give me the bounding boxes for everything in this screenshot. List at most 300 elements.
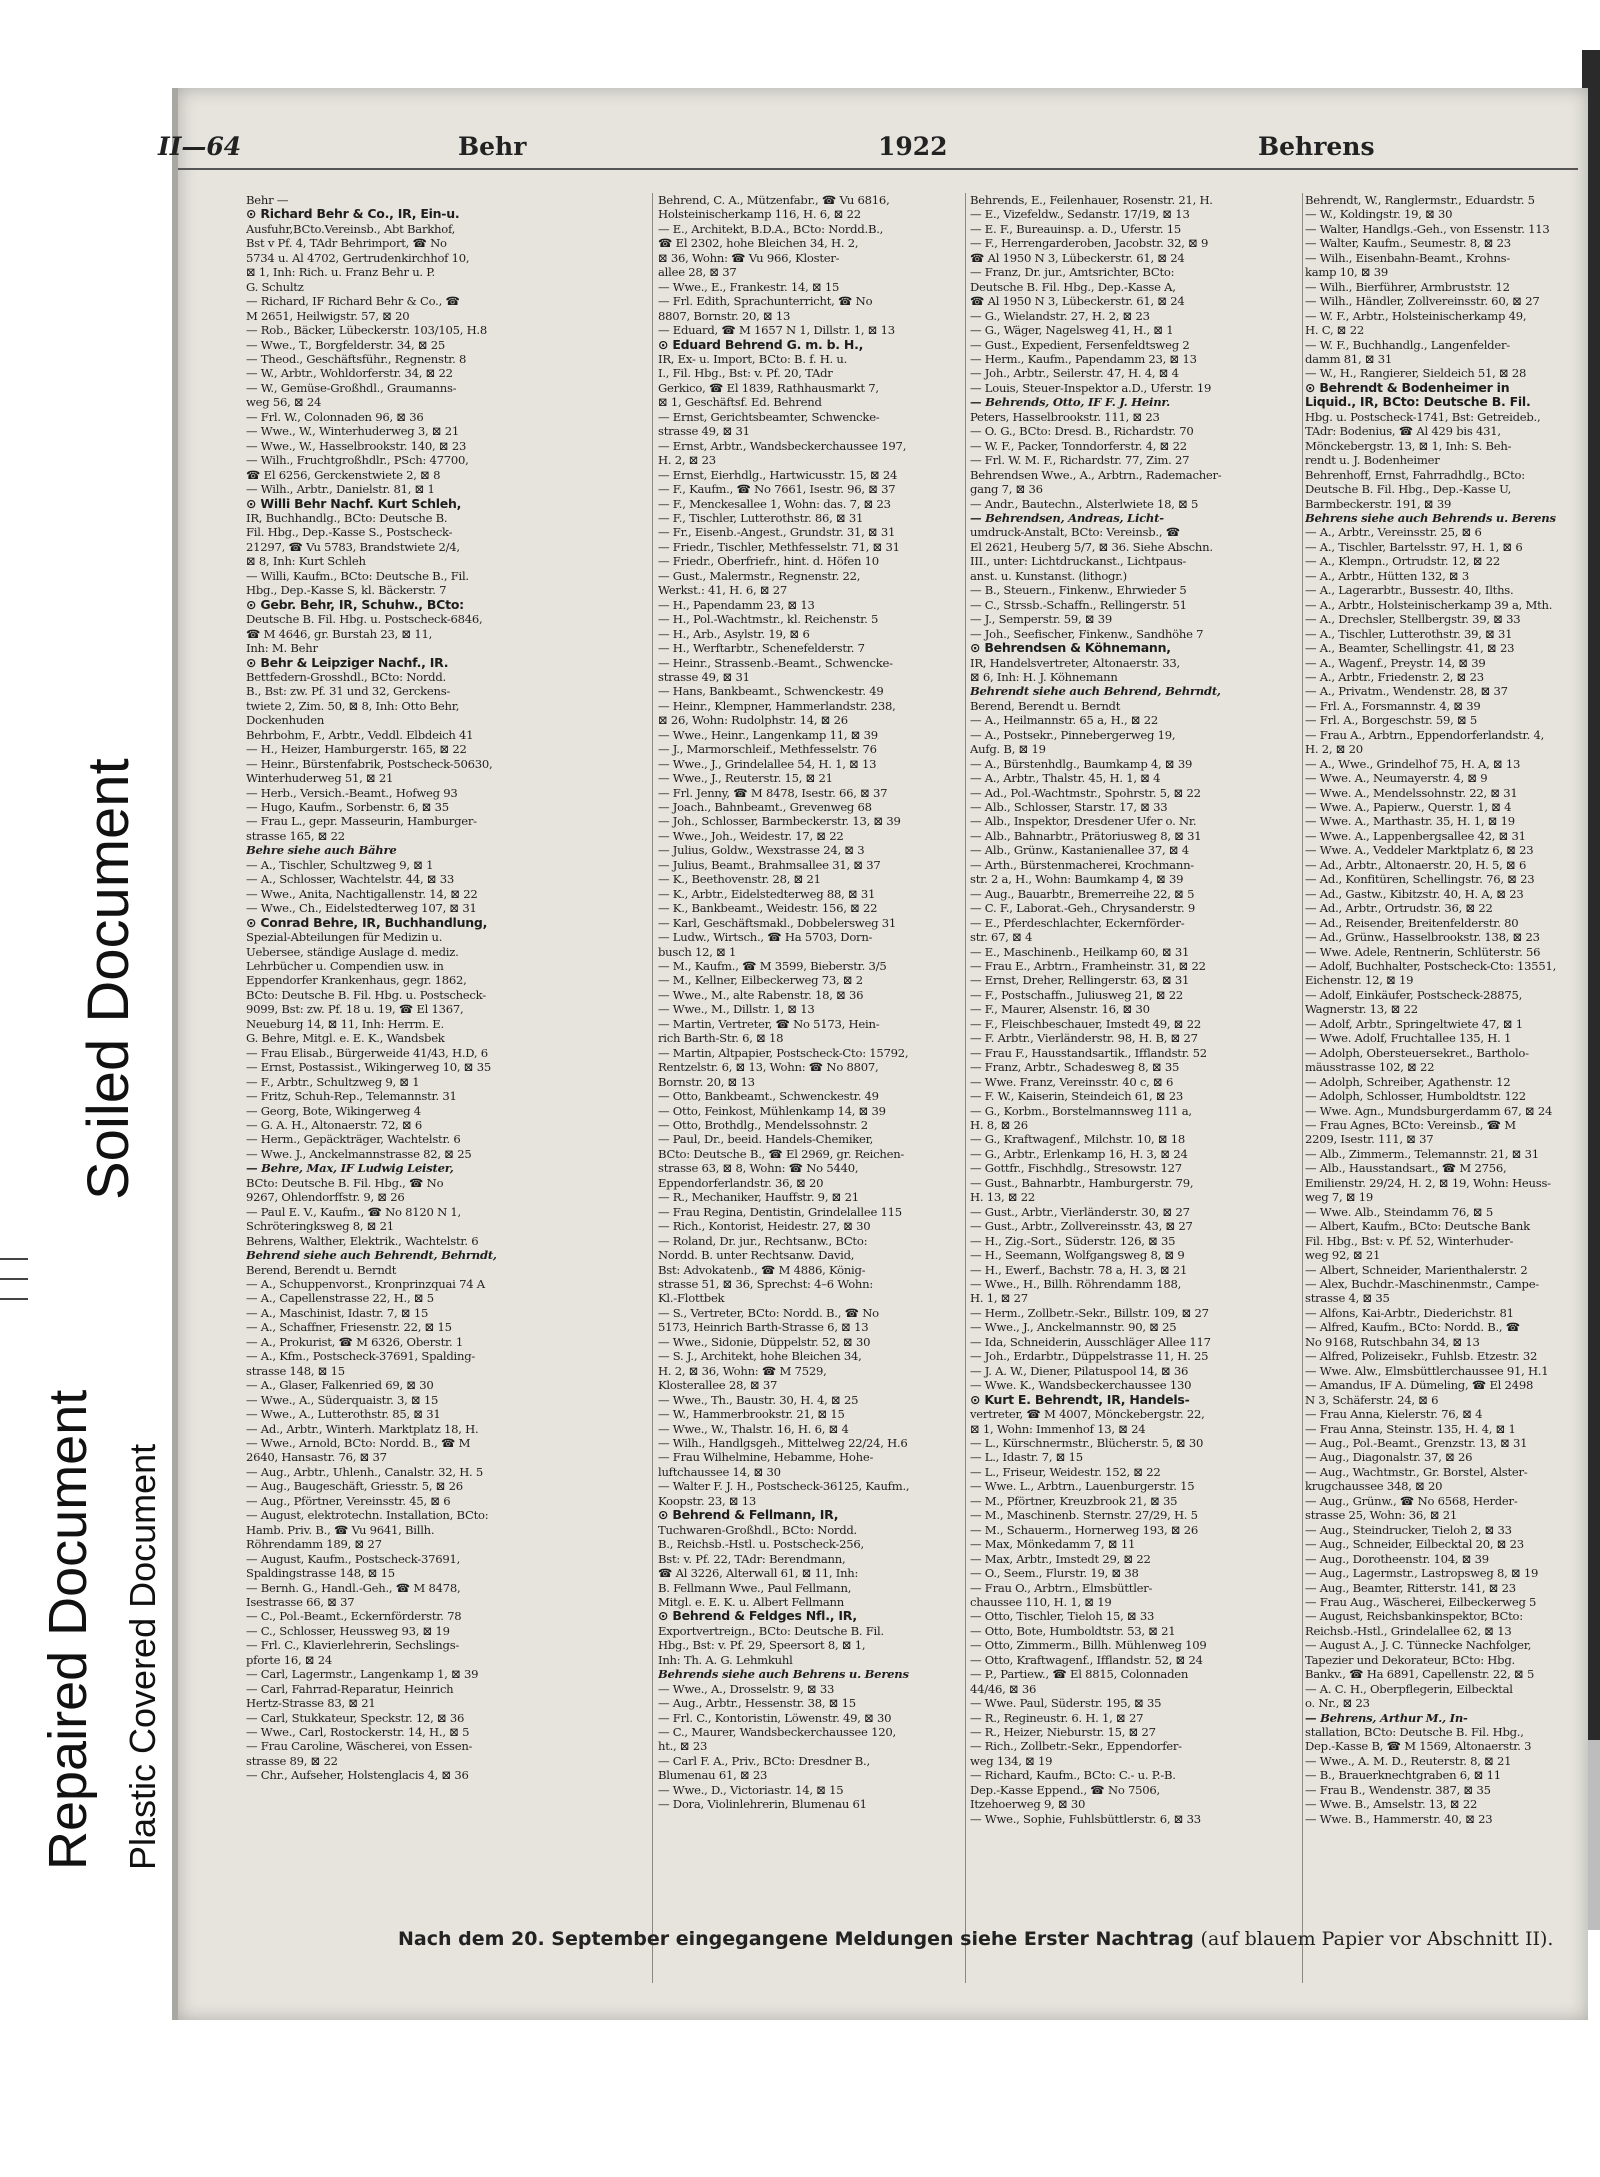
directory-entry-line: — Wilh., Eisenbahn-Beamt., Krohns- (1305, 250, 1511, 265)
directory-entry-line: — Richard, IF Richard Behr & Co., ☎ (246, 294, 460, 309)
directory-entry-line: IR, Buchhandlg., BCto: Deutsche B. (246, 510, 448, 525)
directory-entry-line: — Hans, Bankbeamt., Schwenckestr. 49 (658, 684, 884, 699)
directory-entry-line: Behrendt, W., Ranglermstr., Eduardstr. 5 (1305, 193, 1535, 207)
directory-entry-line: — Wilh., Händler, Zollvereinsstr. 60, ⊠ 27 (1305, 294, 1540, 309)
directory-entry-line: Dockenhuden (246, 713, 325, 728)
directory-entry-line: — Frl. Jenny, ☎ M 8478, Isestr. 66, ⊠ 37 (658, 785, 888, 800)
directory-entry-line: — W., Gemüse-Großhdl., Graumanns- (246, 380, 457, 395)
directory-entry-line: Deutsche B. Fil. Hbg., Dep.-Kasse A, (970, 279, 1176, 294)
directory-entry-line: — Heinr., Strassenb.-Beamt., Schwencke- (658, 655, 893, 670)
directory-entry-line: Holsteinischerkamp 116, H. 6, ⊠ 22 (658, 207, 861, 222)
page-header (158, 132, 1598, 172)
directory-entry-line: — Wwe., J., Grindelallee 54, H. 1, ⊠ 13 (658, 756, 877, 771)
directory-entry-line: — Ad., Grünw., Hasselbrookstr. 138, ⊠ 23 (1305, 930, 1540, 945)
directory-entry-line: — G. A. H., Altonaerstr. 72, ⊠ 6 (246, 1118, 423, 1132)
directory-entry-line: — G., Kraftwagenf., Milchstr. 10, ⊠ 18 (970, 1132, 1186, 1147)
directory-column-4 (1305, 193, 1600, 1983)
directory-entry-line: — Wwe. Alb., Steindamm 76, ⊠ 5 (1305, 1204, 1493, 1219)
directory-entry-line: — Martin, Altpapier, Postscheck-Cto: 15792, (658, 1045, 909, 1060)
directory-entry-line: — A., Kfm., Postscheck-37691, Spalding- (246, 1349, 476, 1364)
directory-entry-line: — Wwe., A., Süderquaistr. 3, ⊠ 15 (246, 1392, 439, 1407)
directory-entry-line: — F., Arbtr., Schultzweg 9, ⊠ 1 (246, 1074, 420, 1089)
directory-entry-line: allee 28, ⊠ 37 (658, 265, 737, 280)
directory-entry-line: twiete 2, Zim. 50, ⊠ 8, Inh: Otto Behr, (246, 698, 460, 713)
directory-entry-line: — A., Glaser, Falkenried 69, ⊠ 30 (246, 1378, 434, 1393)
directory-entry-line: — E., Architekt, B.D.A., BCto: Nordd.B., (658, 221, 884, 236)
directory-entry-line: Fil. Hbg., Bst: v. Pf. 52, Winterhuder- (1305, 1233, 1514, 1248)
directory-entry-line: Nordd. B. unter Rechtsanw. David, (658, 1248, 855, 1263)
directory-entry-line: Inh: Th. A. G. Lehmkuhl (658, 1652, 793, 1667)
directory-entry-line: — Franz, Arbtr., Schadesweg 8, ⊠ 35 (970, 1060, 1180, 1075)
directory-entry-line: weg 7, ⊠ 19 (1305, 1190, 1374, 1205)
directory-entry-line: — Martin, Vertreter, ☎ No 5173, Hein- (658, 1016, 880, 1031)
directory-entry-line: — Wwe. A., Veddeler Marktplatz 6, ⊠ 23 (1305, 843, 1534, 858)
directory-entry-line: — A., Bürstenhdlg., Baumkamp 4, ⊠ 39 (970, 756, 1193, 771)
directory-entry-line: — Wwe. A., Mendelssohnstr. 22, ⊠ 31 (1305, 785, 1518, 800)
directory-entry-line: El 2621, Heuberg 5/7, ⊠ 36. Siehe Abschn. (970, 539, 1213, 554)
directory-entry-line: ⊠ 36, Wohn: ☎ Vu 966, Kloster- (658, 250, 840, 265)
directory-entry-line: — Georg, Bote, Wikingerweg 4 (246, 1103, 421, 1118)
directory-entry-line: ⊠ 1, Inh: Rich. u. Franz Behr u. P. (246, 265, 435, 280)
directory-entry-line: — Max, Mönkedamm 7, ⊠ 11 (970, 1537, 1136, 1552)
directory-entry-line: — A., Schlosser, Wachtelstr. 44, ⊠ 33 (246, 872, 454, 887)
directory-entry-line: — Wwe., Ch., Eidelstedterweg 107, ⊠ 31 (246, 901, 477, 916)
directory-entry-line: — Arth., Bürstenmacherei, Krochmann- (970, 857, 1194, 872)
directory-entry-line: — Carl, Lagermstr., Langenkamp 1, ⊠ 39 (246, 1667, 479, 1682)
directory-entry-line: Aufg. B, ⊠ 19 (970, 742, 1046, 757)
directory-entry-line: — F. W., Kaiserin, Steindeich 61, ⊠ 23 (970, 1089, 1184, 1104)
directory-entry-line: — Aug., Dorotheenstr. 104, ⊠ 39 (1305, 1551, 1489, 1566)
directory-entry-line: ☎ M 4646, gr. Burstah 23, ⊠ 11, (246, 626, 433, 641)
directory-entry-line: Behr — (246, 193, 289, 207)
directory-entry-line: — Wwe. B., Hammerstr. 40, ⊠ 23 (1305, 1811, 1493, 1826)
directory-entry-line: — Max, Arbtr., Imstedt 29, ⊠ 22 (970, 1551, 1151, 1566)
directory-entry-line: — Gust., Bahnarbtr., Hamburgerstr. 79, (970, 1175, 1194, 1190)
directory-entry-line: — F., Maurer, Alsenstr. 16, ⊠ 30 (970, 1002, 1150, 1017)
directory-entry-line: — A., Beamter, Schellingstr. 41, ⊠ 23 (1305, 641, 1515, 656)
directory-entry-line: — Andr., Bautechn., Alsterlwiete 18, ⊠ 5 (970, 496, 1199, 511)
directory-entry-line: Itzehoerweg 9, ⊠ 30 (970, 1797, 1086, 1812)
directory-entry-line: strasse 165, ⊠ 22 (246, 828, 345, 843)
directory-entry-line: — Alb., Schlosser, Starstr. 17, ⊠ 33 (970, 800, 1168, 815)
directory-entry-line: — F., Fleischbeschauer, Imstedt 49, ⊠ 22 (970, 1016, 1201, 1031)
directory-entry-line: — Aug., Bauarbtr., Bremerreihe 22, ⊠ 5 (970, 886, 1195, 901)
directory-entry-line: — Ernst, Eierhdlg., Hartwicusstr. 15, ⊠ 24 (658, 467, 898, 482)
directory-entry-line: — August, Kaufm., Postscheck-37691, (246, 1551, 461, 1566)
directory-column-1 (246, 193, 546, 1983)
directory-entry-line: — Richard, Kaufm., BCto: C.- u. P.-B. (970, 1768, 1176, 1783)
directory-entry-line: — Wwe. Adolf, Fruchtallee 135, H. 1 (1305, 1031, 1512, 1046)
directory-entry-line: — Friedr., Oberfriefr., hint. d. Höfen 10 (658, 554, 879, 569)
directory-entry-line: ⊠ 1, Wohn: Immenhof 13, ⊠ 24 (970, 1421, 1146, 1436)
directory-entry-line: — K., Bankbeamt., Weidestr. 156, ⊠ 22 (658, 901, 878, 916)
directory-entry-line: kamp 10, ⊠ 39 (1305, 265, 1389, 280)
directory-entry-line: — Joh., Seefischer, Finkenw., Sandhöhe 7 (970, 626, 1204, 641)
directory-entry-line: — Aug., Baugeschäft, Griesstr. 5, ⊠ 26 (246, 1479, 463, 1494)
label-repaired-document: Repaired Document (38, 1389, 98, 1870)
directory-entry-line: — Wwe., W., Winterhuderweg 3, ⊠ 21 (246, 424, 459, 439)
directory-entry-line: 8807, Bornstr. 20, ⊠ 13 (658, 308, 791, 323)
directory-entry-line: — W., Hammerbrookstr. 21, ⊠ 15 (658, 1407, 845, 1422)
directory-entry-line: — August, elektrotechn. Installation, BCto: (246, 1508, 489, 1523)
directory-entry-line: — E., Pferdeschlachter, Eckernförder- (970, 915, 1185, 930)
directory-entry-line: — S., Vertreter, BCto: Nordd. B., ☎ No (658, 1305, 879, 1320)
directory-entry-line: H. 2, ⊠ 23 (658, 453, 716, 468)
directory-entry-line: Liquid., IR, BCto: Deutsche B. Fil. (1305, 395, 1531, 410)
directory-entry-line: — Behrends, Otto, IF F. J. Heinr. (970, 395, 1170, 410)
directory-entry-line: — Otto, Feinkost, Mühlenkamp 14, ⊠ 39 (658, 1103, 886, 1118)
directory-entry-line: — A., Privatm., Wendenstr. 28, ⊠ 37 (1305, 684, 1508, 699)
directory-entry-line: — Adolph, Schreiber, Agathenstr. 12 (1305, 1074, 1511, 1089)
directory-entry-line: — Aug., Grünw., ☎ No 6568, Herder- (1305, 1493, 1518, 1508)
directory-entry-line: Eppendorfer Krankenhaus, gegr. 1862, (246, 973, 467, 988)
directory-entry-line: BCto: Deutsche B. Fil. Hbg. u. Postscheck- (246, 987, 486, 1002)
directory-entry-line: Fil. Hbg., Dep.-Kasse S., Postscheck- (246, 525, 453, 540)
directory-entry-line: ⊙ Kurt E. Behrendt, IR, Handels- (970, 1392, 1190, 1407)
directory-entry-line: — Wwe., M., Dillstr. 1, ⊠ 13 (658, 1002, 815, 1017)
directory-entry-line: — Eduard, ☎ M 1657 N 1, Dillstr. 1, ⊠ 13 (658, 323, 895, 338)
directory-entry-line: G. Schultz (246, 279, 304, 294)
directory-entry-line: — Amandus, IF A. Dümeling, ☎ El 2498 (1305, 1378, 1534, 1393)
directory-entry-line: Behrends siehe auch Behrens u. Berens (658, 1667, 909, 1682)
directory-entry-line: — W. F., Packer, Tonndorferstr. 4, ⊠ 22 (970, 438, 1187, 453)
directory-entry-line: — H., Seemann, Wolfgangsweg 8, ⊠ 9 (970, 1248, 1185, 1263)
directory-entry-line: Bankv., ☎ Ha 6891, Capellenstr. 22, ⊠ 5 (1305, 1667, 1535, 1682)
directory-entry-line: Ausfuhr,BCto.Vereinsb., Abt Barkhof, (246, 221, 456, 236)
directory-entry-line: — Herm., Gepäckträger, Wachtelstr. 6 (246, 1132, 461, 1147)
directory-entry-line: Hertz-Strasse 83, ⊠ 21 (246, 1696, 376, 1711)
directory-entry-line: ☎ El 2302, hohe Bleichen 34, H. 2, (658, 236, 859, 251)
directory-entry-line: — Otto, Tischler, Tieloh 15, ⊠ 33 (970, 1609, 1155, 1624)
directory-entry-line: — Wwe., M., alte Rabenstr. 18, ⊠ 36 (658, 987, 864, 1002)
directory-entry-line: Dep.-Kasse Eppend., ☎ No 7506, (970, 1782, 1160, 1797)
directory-entry-line: — Walter, Handlgs.-Geh., von Essenstr. 113 (1305, 221, 1550, 236)
directory-entry-line: Eichenstr. 12, ⊠ 19 (1305, 973, 1414, 988)
directory-entry-line: — A., Heilmannstr. 65 a, H., ⊠ 22 (970, 713, 1158, 728)
directory-entry-line: — Wwe. K., Wandsbeckerchaussee 130 (970, 1378, 1192, 1393)
directory-entry-line: — Alex, Buchdr.-Maschinenmstr., Campe- (1305, 1276, 1539, 1291)
label-soiled-document: Soiled Document (76, 758, 141, 1200)
directory-entry-line: — Wwe., H., Billh. Röhrendamm 188, (970, 1276, 1182, 1291)
directory-entry-line: M 2651, Heilwigstr. 57, ⊠ 20 (246, 308, 410, 323)
directory-entry-line: B., Bst: zw. Pf. 31 und 32, Gerckens- (246, 684, 451, 699)
directory-entry-line: — Theod., Geschäftsführ., Regnenstr. 8 (246, 351, 467, 366)
directory-entry-line: — E., Maschinenb., Heilkamp 60, ⊠ 31 (970, 944, 1190, 959)
directory-entry-line: — Wwe., Joh., Weidestr. 17, ⊠ 22 (658, 828, 844, 843)
directory-entry-line: umdruck-Anstalt, BCto: Vereinsb., ☎ (970, 525, 1180, 540)
directory-entry-line: — Frl. W. M. F., Richardstr. 77, Zim. 27 (970, 453, 1190, 468)
directory-entry-line: — Hugo, Kaufm., Sorbenstr. 6, ⊠ 35 (246, 800, 449, 815)
directory-entry-line: — C. F., Laborat.-Geh., Chrysanderstr. 9 (970, 901, 1195, 916)
directory-entry-line: — Frau F., Hausstandsartik., Ifflandstr. 52 (970, 1045, 1207, 1060)
directory-entry-line: 21297, ☎ Vu 5783, Brandstwiete 2/4, (246, 539, 460, 554)
directory-entry-line: — Frau Agnes, BCto: Vereinsb., ☎ M (1305, 1118, 1516, 1132)
directory-entry-line: — H., Zig.-Sort., Süderstr. 126, ⊠ 35 (970, 1233, 1176, 1248)
directory-entry-line: — Rich., Zollbetr.-Sekr., Eppendorfer- (970, 1739, 1182, 1754)
directory-entry-line: — Ludw., Wirtsch., ☎ Ha 5703, Dorn- (658, 930, 873, 945)
directory-entry-line: TAdr: Bodenius, ☎ Al 429 bis 431, (1305, 424, 1501, 439)
directory-entry-line: strasse 49, ⊠ 31 (658, 424, 750, 439)
directory-entry-line: strasse 51, ⊠ 36, Sprechst: 4–6 Wohn: (658, 1276, 874, 1291)
directory-entry-line: Spaldingstrasse 148, ⊠ 15 (246, 1566, 395, 1581)
directory-entry-line: Schröteringksweg 8, ⊠ 21 (246, 1219, 394, 1234)
directory-entry-line: 9267, Ohlendorffstr. 9, ⊠ 26 (246, 1190, 405, 1205)
directory-entry-line: — Joach., Bahnbeamt., Grevenweg 68 (658, 800, 872, 815)
directory-entry-line: ⊠ 8, Inh: Kurt Schleh (246, 554, 366, 569)
directory-entry-line: — Joh., Arbtr., Seilerstr. 47, H. 4, ⊠ 4 (970, 366, 1179, 381)
directory-entry-line: strasse 4, ⊠ 35 (1305, 1291, 1390, 1306)
directory-entry-line: ⊙ Gebr. Behr, IR, Schuhw., BCto: (246, 597, 464, 612)
directory-entry-line: stallation, BCto: Deutsche B. Fil. Hbg., (1305, 1725, 1524, 1740)
directory-entry-line: — Alb., Grünw., Kastanienallee 37, ⊠ 4 (970, 843, 1189, 858)
directory-entry-line: Deutsche B. Fil. Hbg. u. Postscheck-6846, (246, 612, 483, 627)
directory-entry-line: — Wwe. L., Arbtrn., Lauenburgerstr. 15 (970, 1479, 1195, 1494)
directory-entry-line: — Behre, Max, IF Ludwig Leister, (246, 1161, 454, 1176)
directory-entry-line: — Paul, Dr., beeid. Handels-Chemiker, (658, 1132, 874, 1147)
directory-entry-line: — Ad., Pol.-Wachtmstr., Spohrstr. 5, ⊠ 22 (970, 785, 1201, 800)
directory-entry-line: — Gottfr., Fischhdlg., Stresowstr. 127 (970, 1161, 1182, 1176)
directory-entry-line: — A., Tischler, Bartelsstr. 97, H. 1, ⊠ 6 (1305, 539, 1523, 554)
directory-entry-line: Bst: v. Pf. 22, TAdr: Berendmann, (658, 1551, 846, 1566)
header-left-keyword: Behr (458, 132, 527, 161)
directory-entry-line: — Carl, Stukkateur, Speckstr. 12, ⊠ 36 (246, 1710, 465, 1725)
directory-entry-line: 5173, Heinrich Barth-Strasse 6, ⊠ 13 (658, 1320, 869, 1335)
directory-entry-line: rendt u. J. Bodenheimer (1305, 453, 1440, 468)
directory-entry-line: mäusstrasse 102, ⊠ 22 (1305, 1060, 1435, 1075)
directory-entry-line: Barmbeckerstr. 191, ⊠ 39 (1305, 496, 1452, 511)
directory-entry-line: — Bernh. G., Handl.-Geh., ☎ M 8478, (246, 1580, 461, 1595)
directory-entry-line: — P., Partiew., ☎ El 8815, Colonnaden (970, 1667, 1189, 1682)
directory-entry-line: — Frau Wilhelmine, Hebamme, Hohe- (658, 1450, 874, 1465)
directory-entry-line: H. 2, ⊠ 20 (1305, 742, 1363, 757)
directory-entry-line: Klosterallee 28, ⊠ 37 (658, 1378, 778, 1393)
header-rule (178, 168, 1578, 170)
directory-entry-line: — Walter, Kaufm., Seumestr. 8, ⊠ 23 (1305, 236, 1511, 251)
directory-entry-line: — Ida, Schneiderin, Ausschläger Allee 117 (970, 1334, 1211, 1349)
directory-entry-line: — Wilh., Handlgsgeh., Mittelweg 22/24, H.6 (658, 1435, 908, 1450)
directory-entry-line: — C., Maurer, Wandsbeckerchaussee 120, (658, 1725, 896, 1740)
directory-entry-line: Behrend, C. A., Mützenfabr., ☎ Vu 6816, (658, 193, 890, 207)
directory-entry-line: ⊙ Behrend & Feldges Nfl., IR, (658, 1609, 857, 1624)
directory-entry-line: Hbg. u. Postscheck-1741, Bst: Getreideb., (1305, 409, 1541, 424)
directory-entry-line: — Wwe., A., Lutterothstr. 85, ⊠ 31 (246, 1407, 441, 1422)
directory-entry-line: 2640, Hansastr. 76, ⊠ 37 (246, 1450, 387, 1465)
directory-entry-line: Bst: Advokatenb., ☎ M 4886, König- (658, 1262, 866, 1277)
directory-entry-line: No 9168, Rutschbahn 34, ⊠ 13 (1305, 1334, 1480, 1349)
directory-entry-line: — Ad., Gastw., Kibitzstr. 40, H. A, ⊠ 23 (1305, 886, 1524, 901)
directory-entry-line: — S. J., Architekt, hohe Bleichen 34, (658, 1349, 862, 1364)
directory-entry-line: — F., Herrengarderoben, Jacobstr. 32, ⊠ 9 (970, 236, 1209, 251)
directory-entry-line: 9099, Bst: zw. Pf. 18 u. 19, ☎ El 1367, (246, 1002, 464, 1017)
directory-entry-line: — Gust., Expedient, Fersenfeldtsweg 2 (970, 337, 1190, 352)
directory-entry-line: strasse 148, ⊠ 15 (246, 1363, 345, 1378)
directory-entry-line: — Wwe., Sidonie, Düppelstr. 52, ⊠ 30 (658, 1334, 871, 1349)
directory-entry-line: ⊠ 26, Wohn: Rudolphstr. 14, ⊠ 26 (658, 713, 848, 728)
directory-entry-line: — Albert, Kaufm., BCto: Deutsche Bank (1305, 1219, 1530, 1234)
directory-entry-line: Spezial-Abteilungen für Medizin u. (246, 930, 443, 945)
directory-entry-line: — Rich., Kontorist, Heidestr. 27, ⊠ 30 (658, 1219, 871, 1234)
directory-entry-line: — Joh., Erdarbtr., Düppelstrasse 11, H. 25 (970, 1349, 1209, 1364)
directory-entry-line: — Frl. W., Colonnaden 96, ⊠ 36 (246, 409, 424, 424)
directory-entry-line: — Ad., Arbtr., Ortrudstr. 36, ⊠ 22 (1305, 901, 1493, 916)
directory-column-3 (970, 193, 1300, 1983)
directory-entry-line: — Adolf, Arbtr., Springeltwiete 47, ⊠ 1 (1305, 1016, 1523, 1031)
divider-tick (0, 1258, 28, 1260)
directory-entry-line: ⊠ 1, Geschäftsf. Ed. Behrend (658, 395, 822, 410)
directory-entry-line: — M., Schauerm., Hornerweg 193, ⊠ 26 (970, 1522, 1198, 1537)
directory-entry-line: — A., Wagenf., Preystr. 14, ⊠ 39 (1305, 655, 1486, 670)
directory-entry-line: — Frl. C., Klavierlehrerin, Sechslings- (246, 1638, 460, 1653)
directory-entry-line: Bornstr. 20, ⊠ 13 (658, 1074, 755, 1089)
directory-entry-line: — F., Postschaffn., Juliusweg 21, ⊠ 22 (970, 987, 1184, 1002)
directory-entry-line: rich Barth-Str. 6, ⊠ 18 (658, 1031, 784, 1046)
directory-entry-line: — A., Wwe., Grindelhof 75, H. A, ⊠ 13 (1305, 756, 1521, 771)
directory-entry-line: — A., Tischler, Schultzweg 9, ⊠ 1 (246, 857, 434, 872)
directory-entry-line: — A., Arbtr., Thalstr. 45, H. 1, ⊠ 4 (970, 771, 1161, 786)
directory-column-2 (658, 193, 963, 1983)
directory-entry-line: ⊙ Behrendsen & Köhnemann, (970, 641, 1171, 656)
directory-entry-line: Bettfedern-Grosshdl., BCto: Nordd. (246, 669, 446, 684)
directory-entry-line: — Wwe. A., Papierw., Querstr. 1, ⊠ 4 (1305, 800, 1512, 815)
directory-entry-line: Isestrasse 66, ⊠ 37 (246, 1594, 355, 1609)
directory-entry-line: — Ad., Reisender, Breitenfelderstr. 80 (1305, 915, 1519, 930)
directory-entry-line: — Adolph, Obersteuersekret., Bartholo- (1305, 1045, 1529, 1060)
directory-entry-line: Hamb. Priv. B., ☎ Vu 9641, Billh. (246, 1522, 435, 1537)
directory-entry-line: Behrens, Walther, Elektrik., Wachtelstr. 6 (246, 1233, 479, 1248)
directory-entry-line: — Wwe. Alw., Elmsbüttlerchaussee 91, H.1 (1305, 1363, 1549, 1378)
directory-entry-line: — A., Klempn., Ortrudstr. 12, ⊠ 22 (1305, 554, 1501, 569)
divider-tick (0, 1298, 28, 1300)
directory-entry-line: — A., Schaffner, Friesenstr. 22, ⊠ 15 (246, 1320, 452, 1335)
directory-entry-line: ⊙ Behr & Leipziger Nachf., IR. (246, 655, 449, 670)
directory-entry-line: Eppendorferlandstr. 36, ⊠ 20 (658, 1175, 824, 1190)
directory-entry-line: — Wwe., Arnold, BCto: Nordd. B., ☎ M (246, 1435, 471, 1450)
directory-entry-line: ⊠ 6, Inh: H. J. Köhnemann (970, 669, 1118, 684)
directory-entry-line: — Frl. A., Forsmannstr. 4, ⊠ 39 (1305, 698, 1481, 713)
directory-entry-line: Tapezier und Dekorateur, BCto: Hbg. (1305, 1652, 1515, 1667)
directory-entry-line: — A., Capellenstrasse 22, H., ⊠ 5 (246, 1291, 434, 1306)
directory-entry-line: — A., Drechsler, Stellbergstr. 39, ⊠ 33 (1305, 612, 1521, 627)
page-footer-note (398, 1928, 1553, 1950)
directory-entry-line: — L., Friseur, Weidestr. 152, ⊠ 22 (970, 1464, 1161, 1479)
directory-entry-line: — Joh., Schlosser, Barmbeckerstr. 13, ⊠ 39 (658, 814, 901, 829)
directory-entry-line: — A., Arbtr., Holsteinischerkamp 39 a, Mth. (1305, 597, 1553, 612)
directory-entry-line: G. Behre, Mitgl. e. E. K., Wandsbek (246, 1031, 445, 1046)
directory-entry-line: — M., Maschinenb. Sternstr. 27/29, H. 5 (970, 1508, 1198, 1523)
directory-entry-line: ⊙ Conrad Behre, IR, Buchhandlung, (246, 915, 488, 930)
directory-entry-line: H. 13, ⊠ 22 (970, 1190, 1036, 1205)
directory-entry-line: — Karl, Geschäftsmakl., Dobbelersweg 31 (658, 915, 896, 930)
directory-entry-line: ⊙ Eduard Behrend G. m. b. H., (658, 337, 864, 352)
directory-entry-line: — Louis, Steuer-Inspektor a.D., Uferstr. 19 (970, 380, 1212, 395)
directory-entry-line: Hbg., Dep.-Kasse S, kl. Bäckerstr. 7 (246, 583, 447, 598)
directory-entry-line: Röhrendamm 189, ⊠ 27 (246, 1537, 382, 1552)
directory-entry-line: — Frl. C., Kontoristin, Löwenstr. 49, ⊠ 30 (658, 1710, 892, 1725)
directory-entry-line: 2209, Isestr. 111, ⊠ 37 (1305, 1132, 1434, 1147)
directory-entry-line: — Julius, Beamt., Brahmsallee 31, ⊠ 37 (658, 857, 881, 872)
directory-entry-line: — Dora, Violinlehrerin, Blumenau 61 (658, 1797, 867, 1812)
directory-entry-line: — F., Tischler, Lutterothstr. 86, ⊠ 31 (658, 510, 864, 525)
directory-entry-line: strasse 25, Wohn: 36, ⊠ 21 (1305, 1508, 1458, 1523)
directory-entry-line: — August A., J. C. Tünnecke Nachfolger, (1305, 1638, 1532, 1653)
directory-entry-line: — L., Kürschnermstr., Blücherstr. 5, ⊠ 30 (970, 1435, 1204, 1450)
directory-entry-line: Exportvertreign., BCto: Deutsche B. Fil. (658, 1623, 884, 1638)
directory-entry-line: — Franz, Dr. jur., Amtsrichter, BCto: (970, 265, 1175, 280)
directory-entry-line: Behre siehe auch Bähre (246, 843, 397, 858)
directory-entry-line: Winterhuderweg 51, ⊠ 21 (246, 771, 394, 786)
directory-entry-line: 5734 u. Al 4702, Gertrudenkirchhof 10, (246, 250, 470, 265)
directory-entry-line: H. 1, ⊠ 27 (970, 1291, 1028, 1306)
directory-entry-line: — Aug., Lagermstr., Lastropsweg 8, ⊠ 19 (1305, 1566, 1539, 1581)
directory-entry-line: damm 81, ⊠ 31 (1305, 351, 1393, 366)
directory-entry-line: IR, Handelsvertreter, Altonaerstr. 33, (970, 655, 1180, 670)
directory-entry-line: — K., Beethovenstr. 28, ⊠ 21 (658, 872, 821, 887)
directory-entry-line: — A., Arbtr., Friedenstr. 2, ⊠ 23 (1305, 669, 1484, 684)
directory-entry-line: — Wwe. Franz, Vereinsstr. 40 c, ⊠ 6 (970, 1074, 1174, 1089)
directory-entry-line: I., Fil. Hbg., Bst: v. Pf. 20, TAdr (658, 366, 833, 381)
directory-entry-line: — H., Pol.-Wachtmstr., kl. Reichenstr. 5 (658, 612, 879, 627)
directory-entry-line: — Behrens, Arthur M., In- (1305, 1710, 1468, 1725)
directory-entry-line: — E. F., Bureauinsp. a. D., Uferstr. 15 (970, 221, 1182, 236)
directory-entry-line: ⊙ Behrend & Fellmann, IR, (658, 1508, 839, 1523)
directory-entry-line: — F. Arbtr., Vierländerstr. 98, H. B, ⊠ 27 (970, 1031, 1198, 1046)
directory-entry-line: pforte 16, ⊠ 24 (246, 1652, 332, 1667)
directory-entry-line: Wagnerstr. 13, ⊠ 22 (1305, 1002, 1418, 1017)
directory-entry-line: — K., Arbtr., Eidelstedterweg 88, ⊠ 31 (658, 886, 876, 901)
directory-entry-line: Kl.-Flottbek (658, 1291, 725, 1306)
directory-entry-line: — A. C. H., Oberpflegerin, Eilbecktal (1305, 1681, 1513, 1696)
directory-entry-line: Berend, Berendt u. Berndt (246, 1262, 397, 1277)
directory-entry-line: B. Fellmann Wwe., Paul Fellmann, (658, 1580, 852, 1595)
header-right-keyword: Behrens (1258, 132, 1375, 161)
directory-entry-line: — Frau Anna, Kielerstr. 76, ⊠ 4 (1305, 1407, 1483, 1422)
directory-entry-line: — Ernst, Gerichtsbeamter, Schwencke- (658, 409, 880, 424)
directory-entry-line: — Julius, Goldw., Wexstrasse 24, ⊠ 3 (658, 843, 865, 858)
directory-entry-line: — M., Kaufm., ☎ M 3599, Bieberstr. 3/5 (658, 959, 887, 974)
directory-entry-line: — Frau Elisab., Bürgerweide 41/43, H.D, 6 (246, 1045, 488, 1060)
directory-entry-line: — Frau L., gepr. Masseurin, Hamburger- (246, 814, 477, 829)
directory-entry-line: — Wwe., J., Reuterstr. 15, ⊠ 21 (658, 771, 833, 786)
directory-entry-line: — Aug., Arbtr., Hessenstr. 38, ⊠ 15 (658, 1696, 856, 1711)
directory-entry-line: — Aug., Arbtr., Uhlenh., Canalstr. 32, H. 5 (246, 1464, 484, 1479)
column-rule (652, 193, 653, 1983)
directory-entry-line: ☎ Al 1950 N 3, Lübeckerstr. 61, ⊠ 24 (970, 294, 1185, 309)
directory-entry-line: Blumenau 61, ⊠ 23 (658, 1768, 768, 1783)
directory-entry-line: Dep.-Kasse B, ☎ M 1569, Altonaerstr. 3 (1305, 1739, 1532, 1754)
directory-entry-line: — O., Seem., Flurstr. 19, ⊠ 38 (970, 1566, 1139, 1581)
directory-entry-line: Behrendt siehe auch Behrend, Behrndt, (970, 684, 1221, 699)
directory-entry-line: busch 12, ⊠ 1 (658, 944, 737, 959)
directory-entry-line: — G., Korbm., Borstelmannsweg 111 a, (970, 1103, 1192, 1118)
directory-entry-line: — L., Idastr. 7, ⊠ 15 (970, 1450, 1083, 1465)
directory-entry-line: strasse 49, ⊠ 31 (658, 669, 750, 684)
directory-entry-line: — Fritz, Schuh-Rep., Telemannstr. 31 (246, 1089, 457, 1104)
directory-entry-line: — Carl, Fahrrad-Reparatur, Heinrich (246, 1681, 454, 1696)
directory-entry-line: Mitgl. e. E. K. u. Albert Fellmann (658, 1594, 844, 1609)
directory-entry-line: — Aug., Wachtmstr., Gr. Borstel, Alster- (1305, 1464, 1528, 1479)
directory-entry-line: — Fr., Eisenb.-Angest., Grundstr. 31, ⊠ 31 (658, 525, 896, 540)
directory-entry-line: — Adolph, Schlosser, Humboldtstr. 122 (1305, 1089, 1526, 1104)
directory-entry-line: — H., Heizer, Hamburgerstr. 165, ⊠ 22 (246, 742, 467, 757)
directory-entry-line: — Alfred, Polizeisekr., Fuhlsb. Etzestr. 32 (1305, 1349, 1538, 1364)
directory-entry-line: — Frau B., Wendenstr. 387, ⊠ 35 (1305, 1782, 1491, 1797)
directory-entry-line: Tuchwaren-Großhdl., BCto: Nordd. (658, 1522, 857, 1537)
directory-entry-line: — Ernst, Arbtr., Wandsbeckerchaussee 197, (658, 438, 907, 453)
directory-entry-line: — H., Ewerf., Bachstr. 78 a, H. 3, ⊠ 21 (970, 1262, 1188, 1277)
scanned-directory-page (158, 88, 1588, 2020)
directory-entry-line: — Gust., Malermstr., Regnenstr. 22, (658, 568, 861, 583)
directory-entry-line: — Wwe. Adele, Rentnerin, Schlüterstr. 56 (1305, 944, 1541, 959)
